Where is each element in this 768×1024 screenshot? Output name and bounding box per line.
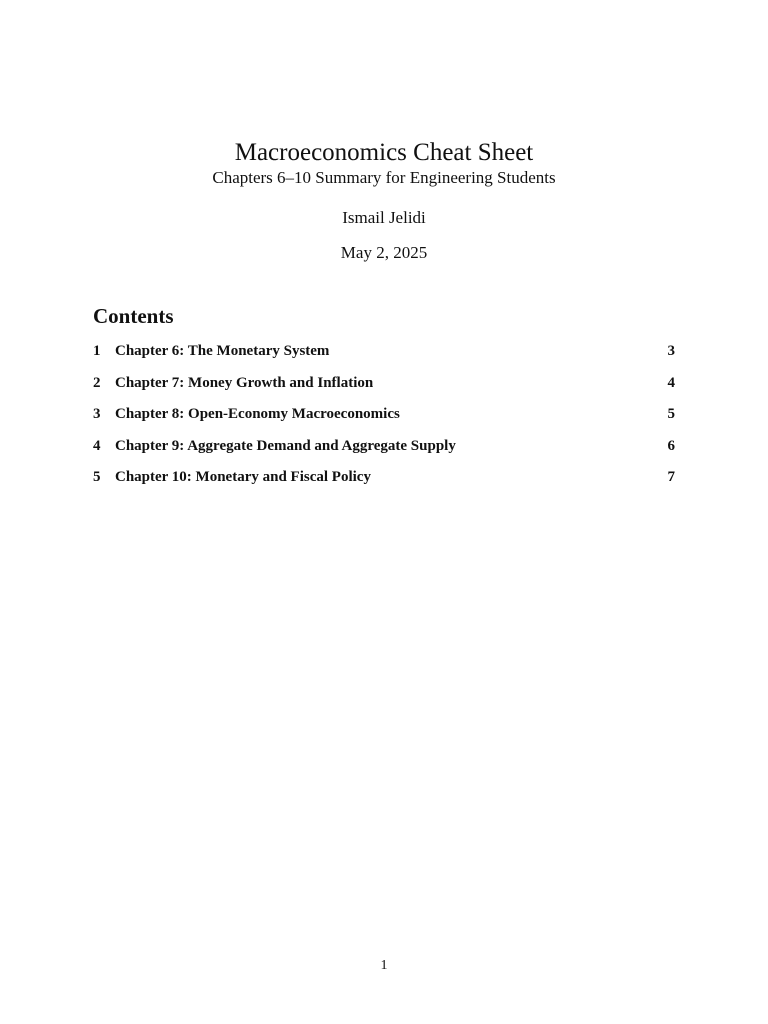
toc-heading: Contents bbox=[93, 304, 174, 328]
toc-entry-page[interactable]: 4 bbox=[667, 374, 675, 391]
toc-entry-2[interactable] bbox=[93, 372, 676, 404]
document-title: Macroeconomics Cheat Sheet bbox=[234, 139, 534, 166]
toc-entry-title[interactable]: Chapter 8: Open-Economy Macroeconomics bbox=[115, 406, 400, 423]
toc-entry-page[interactable]: 7 bbox=[667, 469, 675, 486]
toc-entry-3[interactable] bbox=[93, 403, 676, 435]
toc-entry-title[interactable]: Chapter 9: Aggregate Demand and Aggregate Supply bbox=[115, 437, 456, 454]
toc-entry-number: 5 bbox=[93, 469, 101, 486]
toc-entry-page[interactable]: 3 bbox=[667, 343, 675, 359]
toc-entry-number: 2 bbox=[93, 374, 101, 391]
toc-entry-1[interactable] bbox=[93, 340, 676, 372]
toc-entry-number: 4 bbox=[93, 437, 101, 454]
toc-entry-5[interactable] bbox=[93, 466, 676, 498]
toc-entry-page[interactable]: 6 bbox=[667, 437, 675, 454]
document-author: Ismail Jelidi bbox=[342, 208, 426, 227]
table-of-contents bbox=[93, 340, 676, 498]
document-date: May 2, 2025 bbox=[340, 243, 428, 262]
document-subtitle: Chapters 6–10 Summary for Engineering Students bbox=[212, 168, 556, 187]
page-number: 1 bbox=[380, 958, 388, 973]
toc-entry-title[interactable]: Chapter 7: Money Growth and Inflation bbox=[115, 374, 374, 391]
toc-entry-title[interactable]: Chapter 10: Monetary and Fiscal Policy bbox=[115, 469, 371, 486]
toc-entry-page[interactable]: 5 bbox=[667, 406, 675, 423]
title-block bbox=[0, 138, 768, 263]
toc-entry-number: 3 bbox=[93, 406, 101, 423]
toc-entry-title[interactable]: Chapter 6: The Monetary System bbox=[115, 343, 330, 359]
toc-entry-4[interactable] bbox=[93, 435, 676, 467]
toc-entry-number: 1 bbox=[93, 343, 101, 359]
